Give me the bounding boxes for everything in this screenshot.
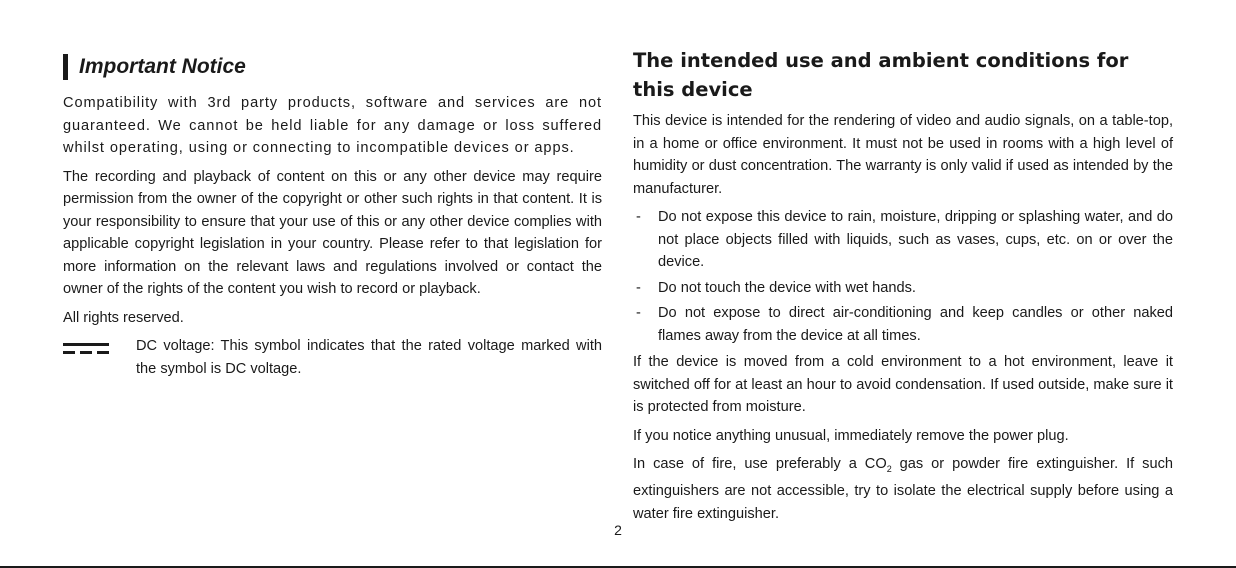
fire-text-after: gas or powder fire extinguisher. If such extinguishers are not accessible, try to isolate the electrical supply before using a water fire extinguisher. xyxy=(633,456,1174,522)
intended-use-paragraph: This device is intended for the rendering of video and audio signals, on a table-top, in a home or office environment. It must not be used in rooms with a high level of humidity or dust concentration. The warranty is only valid if used as intended by the manufacturer. xyxy=(633,113,1173,197)
important-notice-title: Important Notice xyxy=(79,55,246,78)
fire-paragraph xyxy=(633,453,1173,525)
intended-use-title: The intended use and ambient conditions for this device xyxy=(633,49,1129,101)
copyright-paragraph: The recording and playback of content on this or any other device may require permission from the owner of the copyright or other such rights in that content. It is your responsibility to ensure that your use of this or any other device complies with applicable copyright legislation in your country. Please refer to that legislation for more information on the relevant laws and regulations involved or contact the owner of the rights of the content you wish to record or playback. xyxy=(63,168,602,297)
bullet-dash: - xyxy=(636,305,641,321)
safety-bullet-list xyxy=(633,206,1173,347)
bullet-dash: - xyxy=(636,279,641,296)
compatibility-paragraph: Compatibility with 3rd party products, software and services are not guaranteed. We cannot be held liable for any damage or loss suffered whilst operating, using or connecting to incompatible devices or apps. xyxy=(63,95,602,156)
right-column xyxy=(633,46,1173,531)
condensation-paragraph: If the device is moved from a cold environment to a hot environment, leave it switched off for at least an hour to avoid condensation. If used outside, make sure it is protected from moisture. xyxy=(633,354,1173,415)
left-column xyxy=(63,52,602,386)
fire-text-before: In case of fire, use preferably a CO xyxy=(633,456,887,472)
bullet-text: Do not expose this device to rain, moisture, dripping or splashing water, and do not place objects filled with liquids, such as vases, cups, etc. on or over the device. xyxy=(658,209,1173,270)
list-item xyxy=(633,302,1173,347)
dc-voltage-row xyxy=(63,335,602,386)
dc-voltage-icon xyxy=(63,335,136,386)
page-number: 2 xyxy=(614,522,622,538)
rights-reserved-text: All rights reserved. xyxy=(63,309,184,326)
bullet-text: Do not touch the device with wet hands. xyxy=(658,279,916,296)
co2-subscript: 2 xyxy=(886,463,892,474)
dc-voltage-text: DC voltage: This symbol indicates that the rated voltage marked with the symbol is DC voltage. xyxy=(136,338,602,377)
important-notice-heading xyxy=(63,52,602,82)
list-item xyxy=(633,277,1173,300)
list-item xyxy=(633,206,1173,274)
power-plug-paragraph: If you notice anything unusual, immediately remove the power plug. xyxy=(633,427,1069,444)
bullet-dash: - xyxy=(636,209,641,225)
heading-bar-marker xyxy=(63,54,68,80)
bullet-text: Do not expose to direct air-conditioning and keep candles or other naked flames away from the device at all times. xyxy=(658,305,1173,344)
